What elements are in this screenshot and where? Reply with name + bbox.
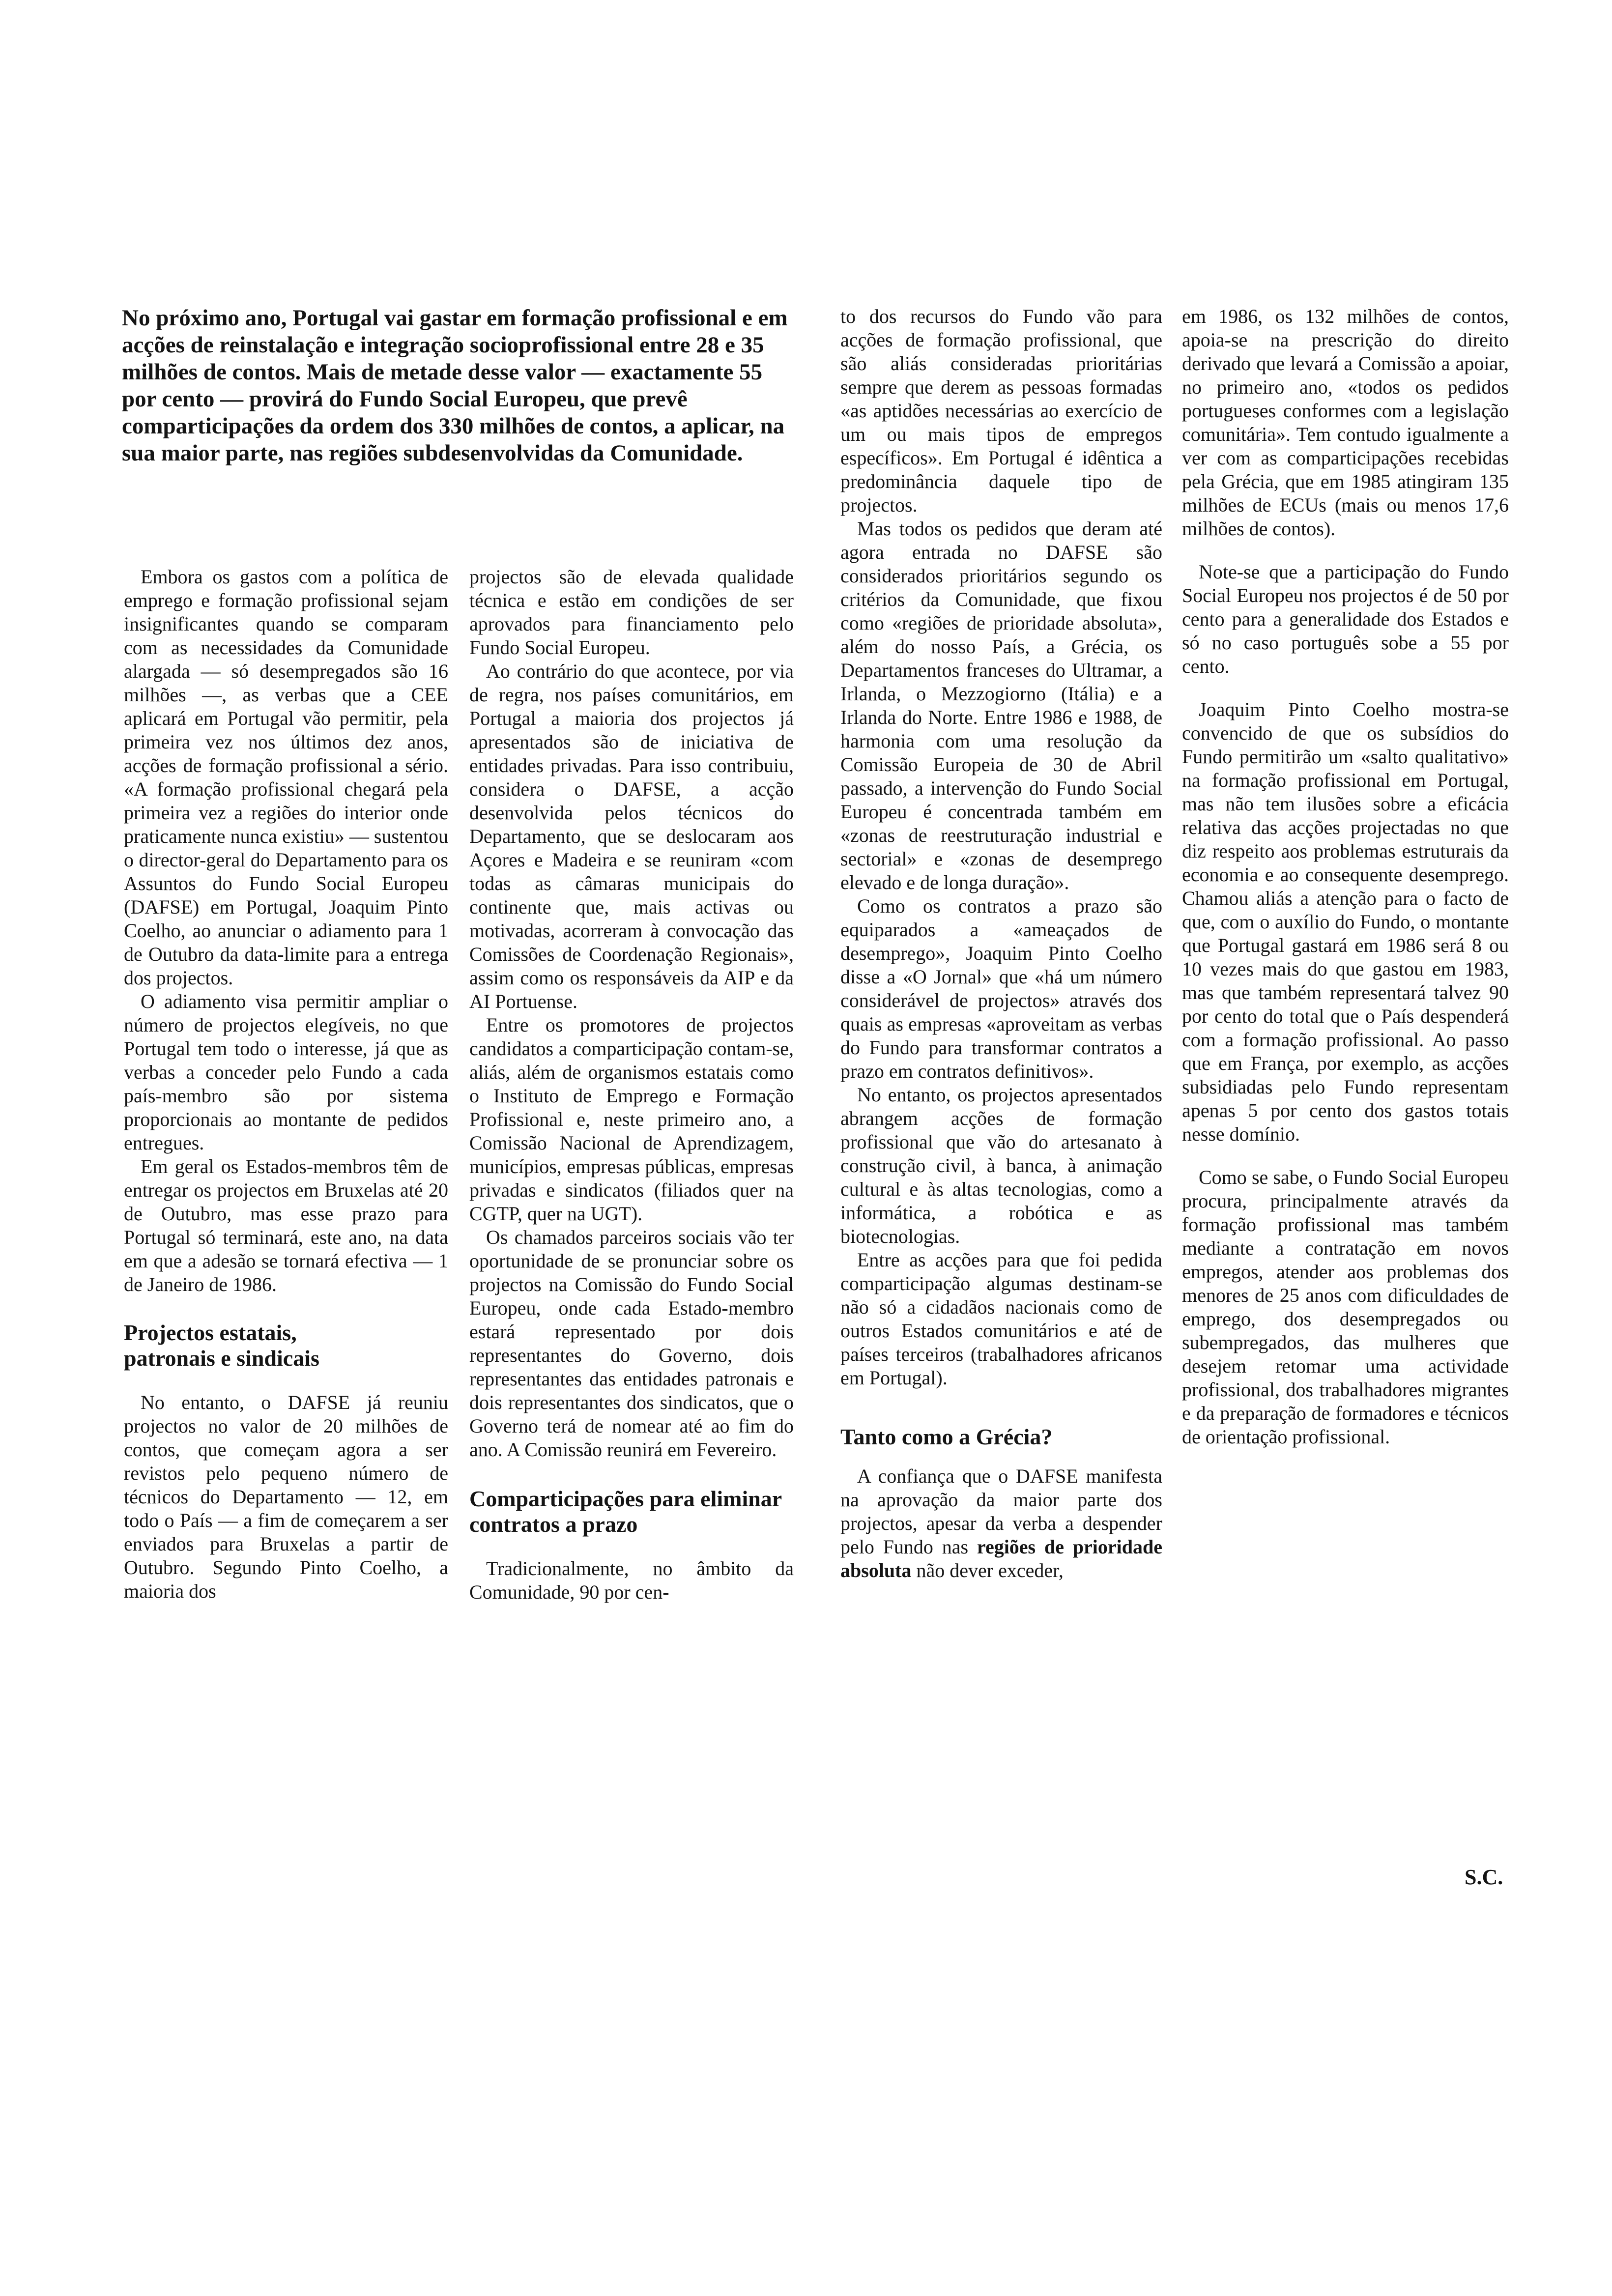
paragraph: em 1986, os 132 milhões de contos, apoia-se na prescrição do direito derivado que levará a Comissão a apoiar, no primeiro ano, «todos os pedidos portugueses conformes com a legislação comunitária». Tem contudo igualmente a ver com as comparticipações recebidas pela Grécia, que em 1985 atingiram 135 milhões de ECUs (mais ou menos 17,6 milhões de contos).	[1182, 305, 1509, 540]
paragraph: Os chamados parceiros sociais vão ter oportunidade de se pronunciar sobre os projectos na Comissão do Fundo Social Europeu, onde cada Estado-membro estará representado por dois representantes do Governo, dois representantes das entidades patronais e dois representantes dos sindicatos, que o Governo terá de nomear até ao fim do ano. A Comissão reunirá em Fevereiro.	[469, 1226, 794, 1461]
paragraph: Entre os promotores de projectos candidatos a comparticipação contam-se, aliás, além de organismos estatais como o Instituto de Emprego e Formação Profissional e, neste primeiro ano, a Comissão Nacional de Aprendizagem, municípios, empresas públicas, empresas privadas e sindicatos (filiados quer na CGTP, quer na UGT).	[469, 1014, 794, 1225]
bold-phrase: regiões de prioridade absoluta	[840, 1536, 1162, 1581]
paragraph	[840, 1464, 1162, 1582]
paragraph: Em geral os Estados-membros têm de entregar os projectos em Bruxelas até 20 de Outubro, mas esse prazo para Portugal só terminará, este ano, na data em que a adesão se tornará efectiva — 1 de Janeiro de 1986.	[124, 1155, 448, 1295]
article-lead: No próximo ano, Portugal vai gastar em formação profissional e em acções de reinstalação e integração socioprofissional entre 28 e 35 milhões de contos. Mais de metade desse valor — exactamente 55 por cento — provirá do Fundo Social Europeu, que prevê comparticipações da ordem dos 330 milhões de contos, a aplicar, na sua maior parte, nas regiões subdesenvolvidas da Comunidade.	[122, 305, 788, 466]
paragraph: projectos são de elevada qualidade técnica e estão em condições de ser aprovados para financiamento pelo Fundo Social Europeu.	[469, 566, 794, 659]
paragraph: Embora os gastos com a política de emprego e formação profissional sejam insignificantes quando se comparam com as necessidades da Comunidade alargada — só desempregados são 16 milhões —, as verbas que a CEE aplicará em Portugal vão permitir, pela primeira vez nos últimos dez anos, acções de formação profissional a sério. «A formação profissional chegará pela primeira vez a regiões do interior onde praticamente nunca existiu» — sustentou o director-geral do Departamento para os Assuntos do Fundo Social Europeu (DAFSE) em Portugal, Joaquim Pinto Coelho, ao anunciar o adiamento para 1 de Outubro da data-limite para a entrega dos projectos.	[124, 566, 448, 989]
subheading: Comparticipações para eliminar contratos a prazo	[469, 1486, 782, 1537]
paragraph: No entanto, os projectos apresentados abrangem acções de formação profissional que vão do artesanato à construção civil, à banca, à animação cultural e às altas tecnologias, como a informática, a robótica e as biotecnologias.	[840, 1084, 1162, 1247]
subheading: Projectos estatais, patronais e sindicais	[124, 1320, 319, 1371]
paragraph: to dos recursos do Fundo vão para acções de formação profissional, que são aliás consideradas prioritárias sempre que derem as pessoas formadas «as aptidões necessárias ao exercício de um ou mais tipos de empregos específicos». Em Portugal é idêntica a predominância daquele tipo de projectos.	[840, 305, 1162, 516]
paragraph: Joaquim Pinto Coelho mostra-se convencido de que os subsídios do Fundo permitirão um «salto qualitativo» na formação profissional em Portugal, mas não tem ilusões sobre a eficácia relativa das acções projectadas no que diz respeito aos problemas estruturais da economia e ao consequente desemprego. Chamou aliás a atenção para o facto de que, com o auxílio do Fundo, o montante que Portugal gastará em 1986 será 8 ou 10 vezes mais do que gastou em 1983, mas que também representará talvez 90 por cento do total que o País despenderá com a formação profissional. Ao passo que em França, por exemplo, as acções subsidiadas pelo Fundo representam apenas 5 por cento dos gastos totais nesse domínio.	[1182, 698, 1509, 1145]
paragraph: Como se sabe, o Fundo Social Europeu procura, principalmente através da formação profissional mas também mediante a contratação em novos empregos, atender aos problemas dos menores de 25 anos com dificuldades de emprego, dos desempregados ou subempregados, das mulheres que desejem retomar uma actividade profissional, dos trabalhadores migrantes e da preparação de formadores e técnicos de orientação profissional.	[1182, 1166, 1509, 1448]
paragraph-text: A confiança que o DAFSE manifesta na aprovação da maior parte dos projectos, apesar da verba a despender pelo Fundo nas	[840, 1465, 1162, 1558]
paragraph: Tradicionalmente, no âmbito da Comunidade, 90 por cen-	[469, 1557, 794, 1603]
author-signature: S.C.	[1465, 1865, 1503, 1889]
paragraph: Como os contratos a prazo são equiparados a «ameaçados de desemprego», Joaquim Pinto Coelho disse a «O Jornal» que «há um número considerável de projectos» através dos quais as empresas «aproveitam as verbas do Fundo para transformar contratos a prazo em contratos definitivos».	[840, 895, 1162, 1082]
paragraph: Entre as acções para que foi pedida comparticipação algumas destinam-se não só a cidadãos nacionais como de outros Estados comunitários e até de países terceiros (trabalhadores africanos em Portugal).	[840, 1249, 1162, 1389]
column-3	[840, 305, 1162, 1582]
column-4	[1182, 305, 1509, 1449]
column-1	[124, 565, 448, 1603]
paragraph: O adiamento visa permitir ampliar o número de projectos elegíveis, no que Portugal tem todo o interesse, já que as verbas a conceder pelo Fundo a cada país-membro são por sistema proporcionais ao montante de pedidos entregues.	[124, 990, 448, 1154]
subheading: Tanto como a Grécia?	[840, 1424, 1053, 1449]
paragraph: Note-se que a participação do Fundo Social Europeu nos projectos é de 50 por cento para a generalidade dos Estados e só no caso português sobe a 55 por cento.	[1182, 561, 1509, 677]
paragraph: Ao contrário do que acontece, por via de regra, nos países comunitários, em Portugal a maioria dos projectos já apresentados são de iniciativa de entidades privadas. Para isso contribuiu, considera o DAFSE, a acção desenvolvida pelos técnicos do Departamento, que se deslocaram aos Açores e Madeira e se reuniram «com todas as câmaras municipais do continente que, mais activas ou motivadas, acorreram à convocação das Comissões de Coordenação Regionais», assim como os responsáveis da AIP e da AI Portuense.	[469, 660, 794, 1012]
paragraph: No entanto, o DAFSE já reuniu projectos no valor de 20 milhões de contos, que começam agora a ser revistos pelo pequeno número de técnicos do Departamento — 12, em todo o País — a fim de começarem a ser enviados para Bruxelas a partir de Outubro. Segundo Pinto Coelho, a maioria dos	[124, 1391, 448, 1602]
paragraph-text: não dever exceder,	[916, 1559, 1064, 1581]
column-2	[469, 565, 794, 1604]
paragraph: Mas todos os pedidos que deram até agora entrada no DAFSE são considerados prioritários segundo os critérios da Comunidade, que fixou como «regiões de prioridade absoluta», além do nosso País, a Grécia, os Departamentos franceses do Ultramar, a Irlanda, o Mezzogiorno (Itália) e a Irlanda do Norte. Entre 1986 e 1988, de harmonia com uma resolução da Comissão Europeia de 30 de Abril passado, a intervenção do Fundo Social Europeu é concentrada também em «zonas de reestruturação industrial e sectorial» e «zonas de desemprego elevado e de longa duração».	[840, 517, 1162, 893]
